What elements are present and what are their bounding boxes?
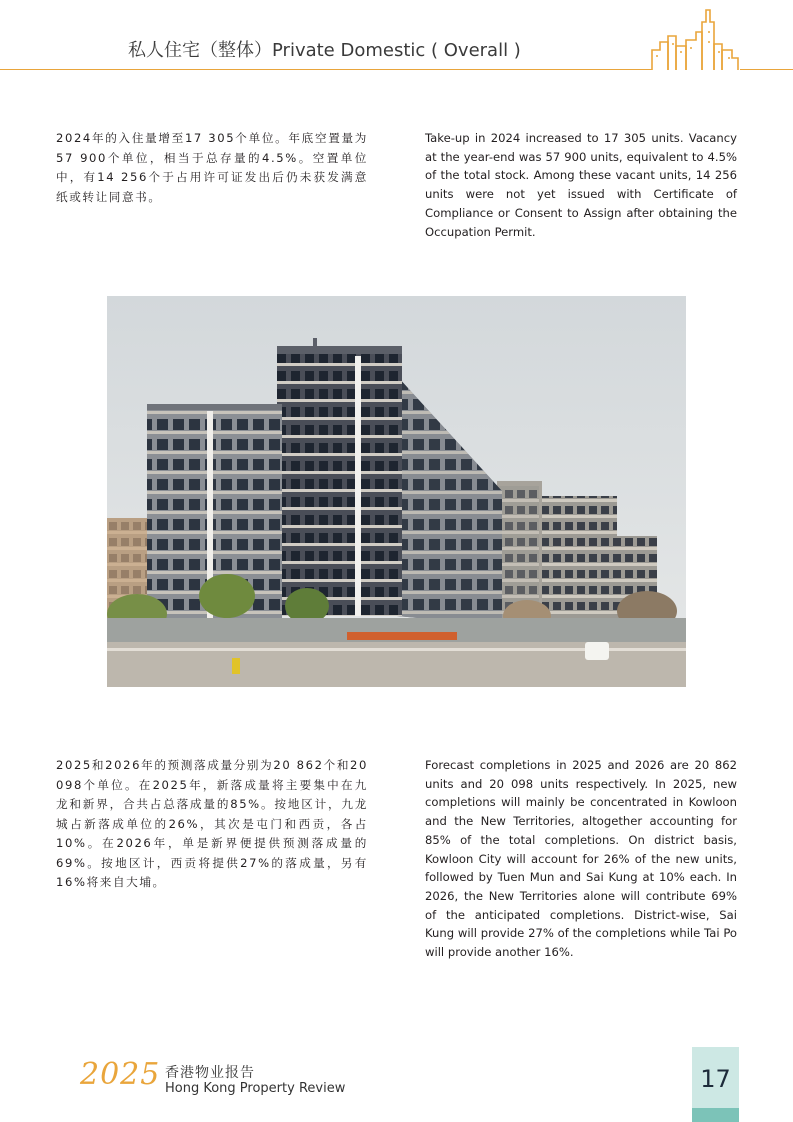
skyline-logo-icon — [650, 6, 746, 74]
page-number-strip — [692, 1108, 739, 1122]
page-number-box — [692, 1047, 739, 1122]
takeup-paragraph-en: Take-up in 2024 increased to 17 305 units. Vacancy at the year-end was 57 900 units, equivalent to 4.5% of the total stock. Among these vacant units, 14 256 units were not yet issued with Certificate of Compliance or Consent to Assign after obtaining the Occupation Permit. — [425, 131, 737, 239]
page-header-title: 私人住宅（整体）Private Domestic ( Overall ) — [128, 40, 521, 61]
takeup-paragraph-zh: 2024年的入住量增至17 305个单位。年底空置量为57 900个单位，相当于总存量的4.5%。空置单位中，有14 256个于占用许可证发出后仍未获发满意纸或转让同意书。 — [56, 131, 368, 204]
footer-title-zh: 香港物业报告 — [165, 1065, 255, 1081]
completions-paragraph-en: Forecast completions in 2025 and 2026 are 20 862 units and 20 098 units respectively. In 2025, new completions will mainly be concentrated in Kowloon and the New Territories, altogether accounting for 85% of the total completions. On district basis, Kowloon City will account for 26% of the new units, followed by Tuen Mun and Sai Kung at 10% each. In 2026, the New Territories alone will contribute 69% of the anticipated completions. District-wise, Sai Kung will provide 27% of the completions while Tai Po will provide another 16%. — [425, 758, 737, 960]
header-divider-right — [740, 69, 793, 70]
footer-title-en: Hong Kong Property Review — [165, 1081, 346, 1096]
residential-towers-photo — [107, 296, 686, 687]
header-divider — [0, 69, 652, 70]
footer-year: 2025 — [80, 1057, 161, 1092]
completions-paragraph-zh: 2025和2026年的预测落成量分别为20 862个和20 098个单位。在2025年，新落成量将主要集中在九龙和新界，合共占总落成量的85%。按地区计，九龙城占新落成单位的26%，其次是屯门和西贡，各占10%。在2026年，单是新界便提供预测落成量的69%。按地区计，西贡将提供27%的落成量，另有16%将来自大埔。 — [56, 758, 368, 889]
page-number: 17 — [700, 1065, 731, 1093]
